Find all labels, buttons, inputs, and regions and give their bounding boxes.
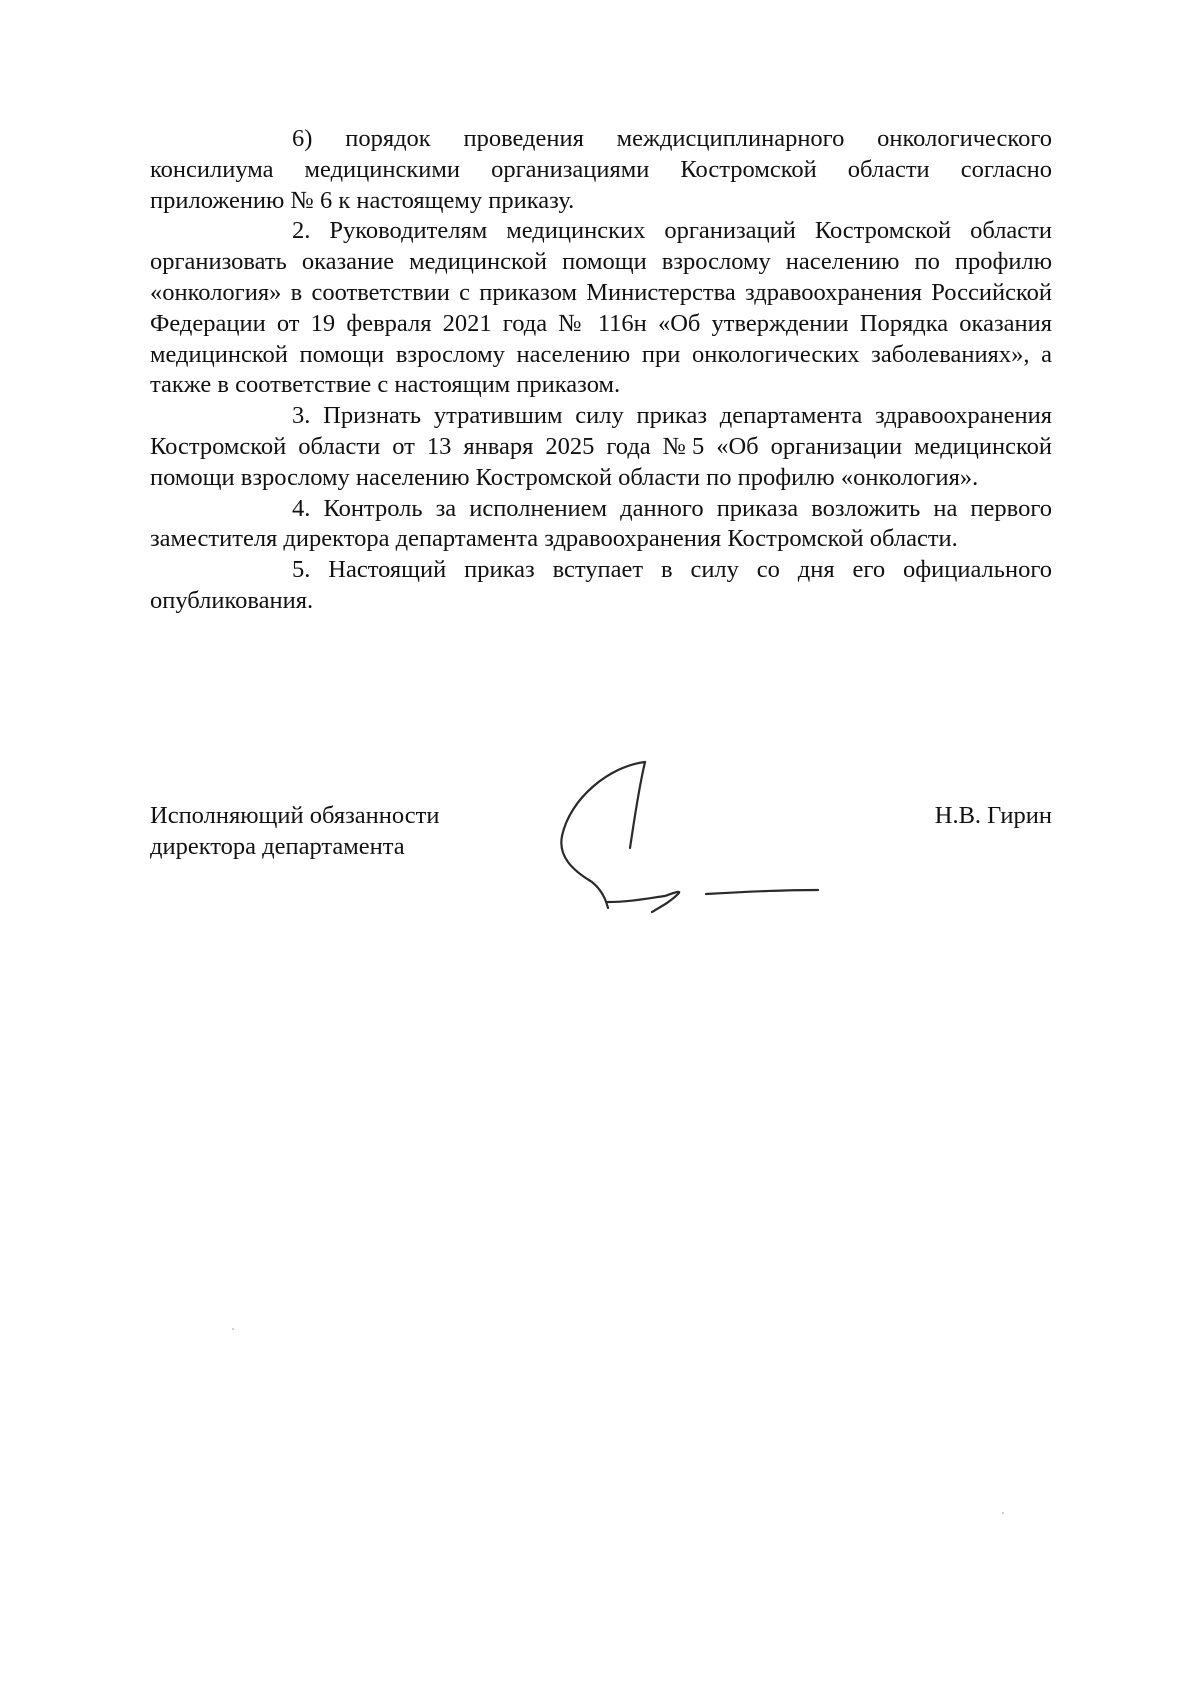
- paragraph-item-6: [150, 124, 1052, 216]
- paragraph-text: Настоящий приказ вступает в силу со дня его официального опубликования.: [150, 556, 1053, 614]
- paragraph-text: порядок проведения междисциплинарного онкологического консилиума медицинскими организациями Костромской области согласно приложению № 6 к настоящему приказу.: [150, 125, 1053, 214]
- paragraph-number: 6): [292, 125, 313, 152]
- paragraph-text: Руководителям медицинских организаций Костромской области организовать оказание медицинской помощи взрослому населению по профилю «онкология» в соответствии с приказом Министерства здравоохранения Российской Федерации от 19 февраля 2021 года № 116н «Об утверждении Порядка оказания медицинской помощи взрослому населению при онкологических заболеваниях», а также в соответствие с настоящим приказом.: [150, 217, 1052, 399]
- document-body: [150, 124, 1052, 617]
- paragraph-3: [150, 401, 1052, 493]
- paragraph-number: 5.: [292, 556, 311, 584]
- paragraph-number: 4.: [292, 494, 311, 522]
- signatory-position: [150, 801, 439, 863]
- paragraph-text: Контроль за исполнением данного приказа возложить на первого заместителя директора департамента здравоохранения Костромской области.: [150, 494, 1053, 553]
- paragraph-number: 2.: [292, 217, 311, 245]
- paragraph-4: [150, 494, 1052, 556]
- signatory-position-line: Исполняющий обязанности: [150, 802, 440, 829]
- scan-speck: [1002, 1512, 1004, 1514]
- handwritten-signature: [550, 752, 850, 932]
- signatory-name: Н.В. Гирин: [934, 802, 1052, 829]
- paragraph-text: Признать утратившим силу приказ департамента здравоохранения Костромской области от 13 января 2025 года №5 «Об организации медицинской помощи взрослому населению Костромской области по профилю «онкология».: [150, 402, 1052, 491]
- signatory-position-line: директора департамента: [150, 832, 405, 860]
- paragraph-number: 3.: [292, 402, 311, 430]
- paragraph-5: [150, 555, 1052, 617]
- scan-speck: [232, 1328, 234, 1330]
- paragraph-2: [150, 216, 1052, 401]
